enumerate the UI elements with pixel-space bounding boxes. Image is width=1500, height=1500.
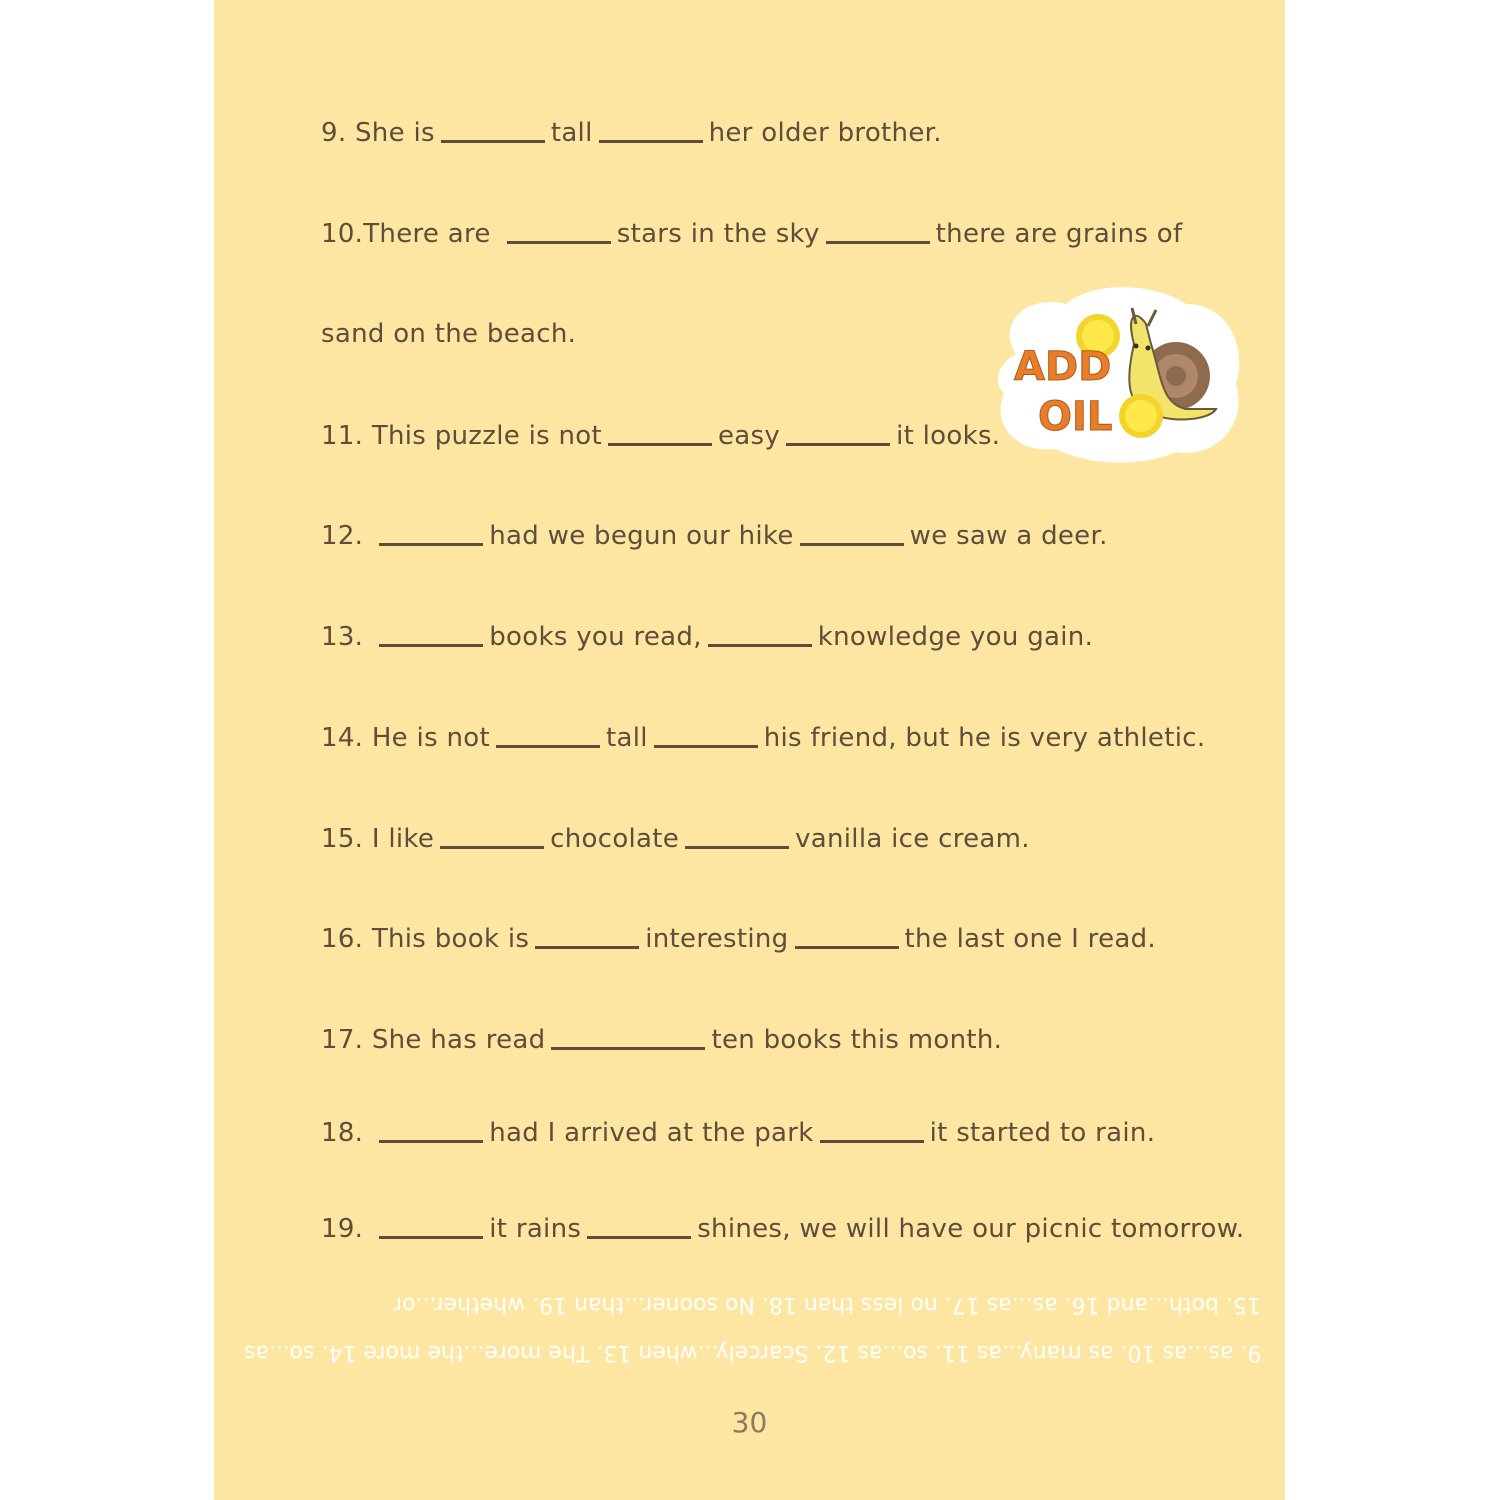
answer-blank[interactable]	[599, 140, 703, 143]
answer-blank[interactable]	[654, 745, 758, 748]
answer-blank[interactable]	[786, 443, 890, 446]
answer-key-line-1: 9. as...as 10. as many...as 11. so...as 12. Scarcely...when 13. The more...the more 14. so...as	[243, 1340, 1261, 1365]
sticker-text-add: ADD	[1014, 344, 1112, 390]
answer-blank[interactable]	[708, 644, 812, 647]
answer-blank[interactable]	[496, 745, 600, 748]
answer-blank[interactable]	[440, 846, 544, 849]
add-oil-snail-sticker	[986, 284, 1246, 464]
page-number: 30	[731, 1406, 768, 1439]
question-10-continued: sand on the beach.	[321, 319, 577, 349]
question-15: 15. I like chocolate vanilla ice cream.	[321, 824, 1030, 854]
question-18: 18. had I arrived at the park it started to rain.	[321, 1118, 1156, 1148]
answer-blank[interactable]	[820, 1140, 924, 1143]
question-16: 16. This book is interesting the last one I read.	[321, 924, 1156, 954]
question-11: 11. This puzzle is not easy it looks.	[321, 421, 1001, 451]
sticker-text-oil: OIL	[1038, 394, 1113, 440]
answer-key-line-2: 15. both...and 16. as...as 17. no less than 18. No sooner...than 19. whether...or	[393, 1292, 1261, 1317]
answer-blank[interactable]	[507, 241, 611, 244]
worksheet-page	[214, 0, 1285, 1500]
question-9: 9. She is tall her older brother.	[321, 118, 942, 148]
answer-blank[interactable]	[379, 1236, 483, 1239]
question-10: 10.There are stars in the sky there are grains of	[321, 219, 1183, 249]
answer-blank[interactable]	[441, 140, 545, 143]
pompom-icon	[1119, 394, 1163, 438]
question-19: 19. it rains shines, we will have our picnic tomorrow.	[321, 1214, 1245, 1244]
answer-blank[interactable]	[379, 1140, 483, 1143]
question-12: 12. had we begun our hike we saw a deer.	[321, 521, 1108, 551]
question-13: 13. books you read, knowledge you gain.	[321, 622, 1094, 652]
answer-blank[interactable]	[826, 241, 930, 244]
answer-blank[interactable]	[795, 946, 899, 949]
answer-blank[interactable]	[608, 443, 712, 446]
question-14: 14. He is not tall his friend, but he is very athletic.	[321, 723, 1206, 753]
answer-blank[interactable]	[800, 543, 904, 546]
answer-blank[interactable]	[551, 1047, 705, 1050]
answer-blank[interactable]	[587, 1236, 691, 1239]
answer-blank[interactable]	[379, 543, 483, 546]
answer-blank[interactable]	[535, 946, 639, 949]
answer-blank[interactable]	[685, 846, 789, 849]
question-17: 17. She has read ten books this month.	[321, 1025, 1003, 1055]
answer-blank[interactable]	[379, 644, 483, 647]
